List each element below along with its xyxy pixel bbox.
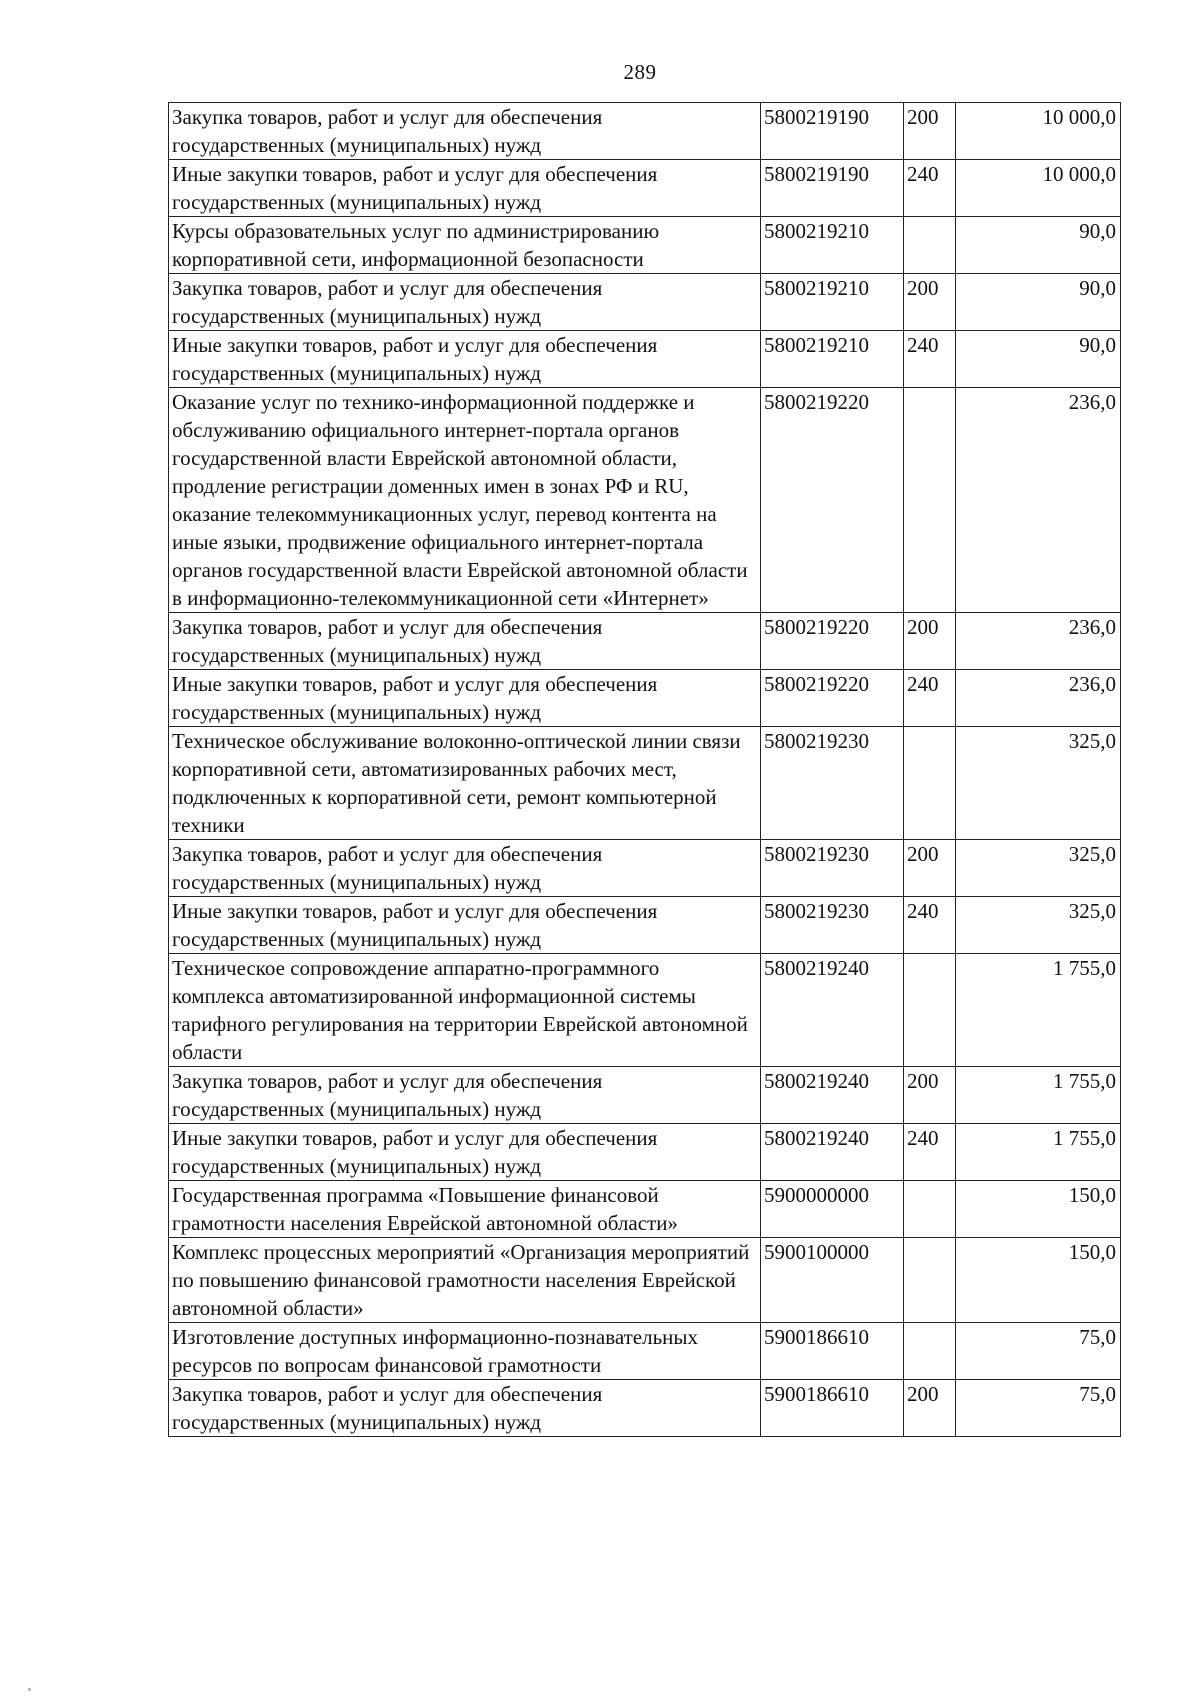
row-csr-code-cell: 5900100000	[761, 1238, 904, 1323]
row-name-cell: Иные закупки товаров, работ и услуг для обеспечения государственных (муниципальных) нужд	[169, 160, 761, 217]
row-name-cell: Закупка товаров, работ и услуг для обеспечения государственных (муниципальных) нужд	[169, 274, 761, 331]
row-csr-code-cell: 5800219210	[761, 274, 904, 331]
row-expense-type-cell: 200	[904, 613, 956, 670]
row-csr-code-cell: 5900186610	[761, 1380, 904, 1437]
table-row	[169, 840, 1121, 897]
row-expense-type-cell: 240	[904, 1124, 956, 1181]
table-row	[169, 613, 1121, 670]
table-row	[169, 670, 1121, 727]
row-amount-cell: 1 755,0	[956, 1124, 1121, 1181]
row-expense-type-cell	[904, 1181, 956, 1238]
row-name-cell: Закупка товаров, работ и услуг для обеспечения государственных (муниципальных) нужд	[169, 840, 761, 897]
row-expense-type-cell	[904, 954, 956, 1067]
row-expense-type-cell	[904, 727, 956, 840]
row-csr-code-cell: 5800219210	[761, 331, 904, 388]
row-expense-type-cell	[904, 1238, 956, 1323]
row-amount-cell: 236,0	[956, 670, 1121, 727]
row-name-cell: Закупка товаров, работ и услуг для обеспечения государственных (муниципальных) нужд	[169, 1380, 761, 1437]
row-amount-cell: 236,0	[956, 613, 1121, 670]
row-name-cell: Иные закупки товаров, работ и услуг для обеспечения государственных (муниципальных) нужд	[169, 897, 761, 954]
table-row	[169, 1067, 1121, 1124]
row-csr-code-cell: 5800219240	[761, 1067, 904, 1124]
row-csr-code-cell: 5800219210	[761, 217, 904, 274]
row-name-cell: Иные закупки товаров, работ и услуг для обеспечения государственных (муниципальных) нужд	[169, 1124, 761, 1181]
row-csr-code-cell: 5900186610	[761, 1323, 904, 1380]
row-csr-code-cell: 5900000000	[761, 1181, 904, 1238]
row-amount-cell: 325,0	[956, 897, 1121, 954]
row-expense-type-cell	[904, 388, 956, 613]
row-amount-cell: 10 000,0	[956, 160, 1121, 217]
row-expense-type-cell	[904, 217, 956, 274]
row-csr-code-cell: 5800219230	[761, 727, 904, 840]
row-expense-type-cell: 240	[904, 897, 956, 954]
row-amount-cell: 90,0	[956, 331, 1121, 388]
row-amount-cell: 150,0	[956, 1238, 1121, 1323]
row-csr-code-cell: 5800219230	[761, 897, 904, 954]
row-name-cell: Закупка товаров, работ и услуг для обеспечения государственных (муниципальных) нужд	[169, 1067, 761, 1124]
table-row	[169, 727, 1121, 840]
row-amount-cell: 236,0	[956, 388, 1121, 613]
row-expense-type-cell	[904, 1323, 956, 1380]
table-row	[169, 331, 1121, 388]
row-amount-cell: 1 755,0	[956, 954, 1121, 1067]
row-amount-cell: 90,0	[956, 217, 1121, 274]
table-row	[169, 388, 1121, 613]
row-csr-code-cell: 5800219240	[761, 1124, 904, 1181]
row-csr-code-cell: 5800219190	[761, 103, 904, 160]
row-amount-cell: 1 755,0	[956, 1067, 1121, 1124]
row-csr-code-cell: 5800219230	[761, 840, 904, 897]
row-expense-type-cell: 200	[904, 1380, 956, 1437]
row-name-cell: Курсы образовательных услуг по администрированию корпоративной сети, информационной безопасности	[169, 217, 761, 274]
row-expense-type-cell: 240	[904, 160, 956, 217]
row-csr-code-cell: 5800219190	[761, 160, 904, 217]
table-row	[169, 217, 1121, 274]
budget-table	[168, 102, 1121, 1437]
row-expense-type-cell: 240	[904, 331, 956, 388]
table-row	[169, 1323, 1121, 1380]
row-amount-cell: 75,0	[956, 1323, 1121, 1380]
row-name-cell: Техническое сопровождение аппаратно-программного комплекса автоматизированной информационной системы тарифного регулирования на территории Еврейской автономной области	[169, 954, 761, 1067]
row-amount-cell: 325,0	[956, 727, 1121, 840]
page-number: 289	[623, 60, 657, 84]
table-row	[169, 1238, 1121, 1323]
row-name-cell: Иные закупки товаров, работ и услуг для обеспечения государственных (муниципальных) нужд	[169, 331, 761, 388]
row-csr-code-cell: 5800219240	[761, 954, 904, 1067]
table-row	[169, 1380, 1121, 1437]
row-expense-type-cell: 200	[904, 103, 956, 160]
row-expense-type-cell: 200	[904, 1067, 956, 1124]
row-amount-cell: 150,0	[956, 1181, 1121, 1238]
table-row	[169, 954, 1121, 1067]
row-expense-type-cell: 200	[904, 840, 956, 897]
row-csr-code-cell: 5800219220	[761, 388, 904, 613]
row-amount-cell: 10 000,0	[956, 103, 1121, 160]
row-name-cell: Комплекс процессных мероприятий «Организация мероприятий по повышению финансовой грамотности населения Еврейской автономной области»	[169, 1238, 761, 1323]
row-name-cell: Оказание услуг по технико-информационной поддержке и обслуживанию официального интернет-портала органов государственной власти Еврейской автономной области, продление регистрации доменных имен в зонах РФ и RU, оказание телекоммуникационных услуг, перевод контента на иные языки, продвижение официального интернет-портала органов государственной власти Еврейской автономной области в информационно-телекоммуникационной сети «Интернет»	[169, 388, 761, 613]
row-name-cell: Техническое обслуживание волоконно-оптической линии связи корпоративной сети, автоматизированных рабочих мест, подключенных к корпоративной сети, ремонт компьютерной техники	[169, 727, 761, 840]
row-name-cell: Закупка товаров, работ и услуг для обеспечения государственных (муниципальных) нужд	[169, 103, 761, 160]
row-amount-cell: 75,0	[956, 1380, 1121, 1437]
table-row	[169, 897, 1121, 954]
table-row	[169, 1124, 1121, 1181]
row-name-cell: Иные закупки товаров, работ и услуг для обеспечения государственных (муниципальных) нужд	[169, 670, 761, 727]
row-name-cell: Изготовление доступных информационно-познавательных ресурсов по вопросам финансовой грамотности	[169, 1323, 761, 1380]
row-name-cell: Государственная программа «Повышение финансовой грамотности населения Еврейской автономной области»	[169, 1181, 761, 1238]
scan-speck	[28, 1688, 31, 1691]
row-csr-code-cell: 5800219220	[761, 613, 904, 670]
row-expense-type-cell: 200	[904, 274, 956, 331]
row-name-cell: Закупка товаров, работ и услуг для обеспечения государственных (муниципальных) нужд	[169, 613, 761, 670]
table-row	[169, 103, 1121, 160]
table-row	[169, 160, 1121, 217]
row-amount-cell: 325,0	[956, 840, 1121, 897]
row-expense-type-cell: 240	[904, 670, 956, 727]
budget-table-body	[169, 103, 1121, 1437]
row-amount-cell: 90,0	[956, 274, 1121, 331]
table-row	[169, 274, 1121, 331]
row-csr-code-cell: 5800219220	[761, 670, 904, 727]
table-row	[169, 1181, 1121, 1238]
